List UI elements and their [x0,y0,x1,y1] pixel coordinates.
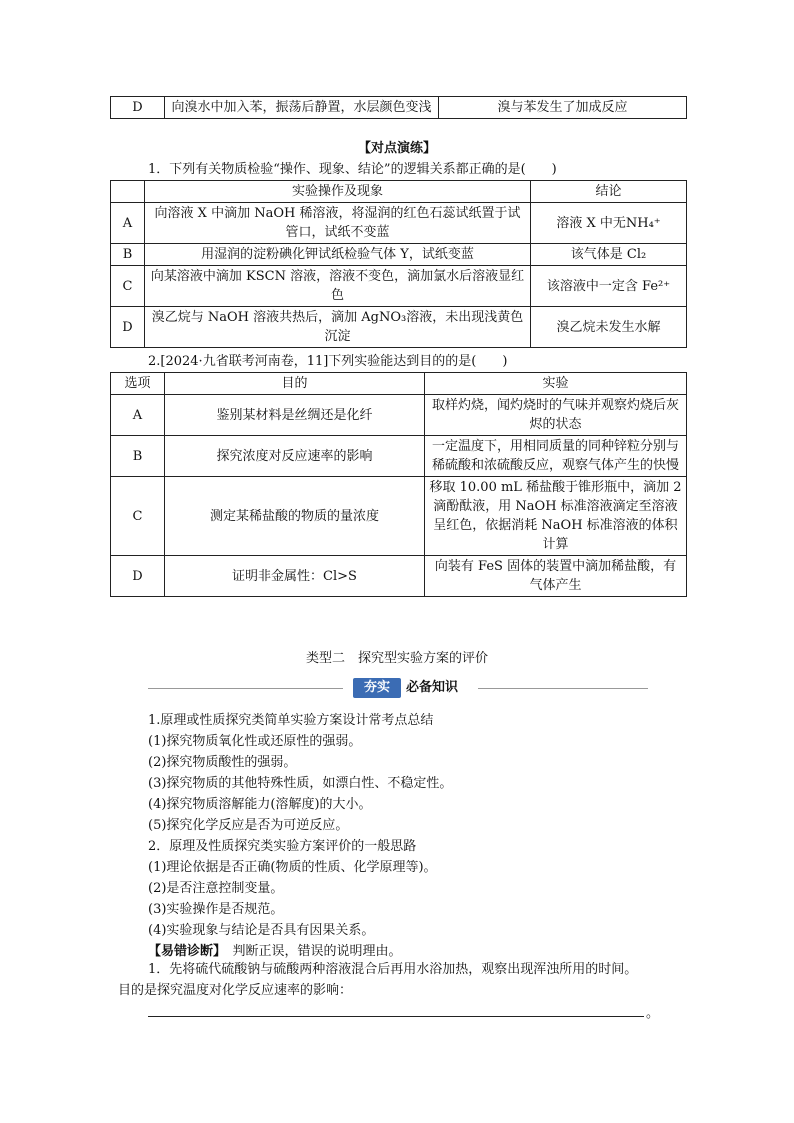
knowledge-list [148,710,708,962]
conclusion-cell: 该溶液中一定含 Fe²⁺ [531,266,687,307]
option-cell: C [111,477,165,556]
banner-label: 必备知识 [406,680,459,695]
diagnosis-item-1-cont: 目的是探究温度对化学反应速率的影响： [118,983,353,998]
diagnosis-line [148,941,708,962]
table-2 [110,372,687,597]
list-item: (2)探究物质酸性的强弱。 [148,755,297,770]
table-header-row [111,373,687,395]
option-cell: D [111,307,145,348]
answer-blank[interactable] [148,1016,644,1017]
operation-cell: 用湿润的淀粉碘化钾试纸检验气体 Y，试纸变蓝 [145,244,531,266]
experiment-cell: 取样灼烧，闻灼烧时的气味并观察灼烧后灰烬的状态 [425,395,687,436]
goal-cell: 测定某稀盐酸的物质的量浓度 [165,477,425,556]
option-cell: D [111,97,165,119]
diagnosis-item-1: 1．先将硫代硫酸钠与硫酸两种溶液混合后再用水浴加热，观察出现浑浊所用的时间。 [148,962,638,977]
list-item: (3)实验操作是否规范。 [148,902,284,917]
table-row [111,556,687,597]
list-heading: 1.原理或性质探究类简单实验方案设计常考点总结 [148,713,434,728]
operation-cell: 向溴水中加入苯，振荡后静置，水层颜色变浅 [165,97,439,119]
option-cell: A [111,395,165,436]
banner-tag: 夯实 [353,678,401,698]
top-table [110,96,687,119]
conclusion-cell: 溴乙烷未发生水解 [531,307,687,348]
list-item: (1)探究物质氧化性或还原性的强弱。 [148,734,362,749]
table-row [111,436,687,477]
experiment-cell: 移取 10.00 mL 稀盐酸于锥形瓶中，滴加 2 滴酚酞液，用 NaOH 标准溶液滴定至溶液呈红色，依据消耗 NaOH 标准溶液的体积计算 [425,477,687,556]
goal-cell: 鉴别某材料是丝绸还是化纤 [165,395,425,436]
diagnosis-instruction: 判断正误，错误的说明理由。 [219,944,402,959]
list-item: (5)探究化学反应是否为可逆反应。 [148,818,349,833]
operation-cell: 溴乙烷与 NaOH 溶液共热后，滴加 AgNO₃溶液，未出现浅黄色沉淀 [145,307,531,348]
table-header-row [111,181,687,203]
table-row [111,266,687,307]
divider [148,688,343,689]
goal-cell: 探究浓度对反应速率的影响 [165,436,425,477]
table-1 [110,180,687,348]
divider [478,688,648,689]
header-cell [111,181,145,203]
table-row [111,395,687,436]
practice-title: 【对点演练】 [357,141,436,156]
experiment-cell: 向装有 FeS 固体的装置中滴加稀盐酸，有气体产生 [425,556,687,597]
table-row [111,477,687,556]
conclusion-cell: 溶液 X 中无NH₄⁺ [531,203,687,244]
conclusion-cell: 该气体是 Cl₂ [531,244,687,266]
diagnosis-label: 【易错诊断】 [148,944,220,959]
question-2: 2.[2024·九省联考河南卷，11]下列实验能达到目的的是( ) [148,354,508,369]
header-cell: 目的 [165,373,425,395]
option-cell: C [111,266,145,307]
experiment-cell: 一定温度下，用相同质量的同种锌粒分别与稀硫酸和浓硫酸反应，观察气体产生的快慢 [425,436,687,477]
question-1: 1．下列有关物质检验“操作、现象、结论”的逻辑关系都正确的是( ) [148,162,557,177]
goal-cell: 证明非金属性：Cl>S [165,556,425,597]
knowledge-banner [148,678,648,698]
option-cell: D [111,556,165,597]
operation-cell: 向某溶液中滴加 KSCN 溶液，溶液不变色，滴加氯水后溶液显红色 [145,266,531,307]
option-cell: B [111,436,165,477]
operation-cell: 向溶液 X 中滴加 NaOH 稀溶液，将湿润的红色石蕊试纸置于试管口，试纸不变蓝 [145,203,531,244]
table-row [111,307,687,348]
table-row [111,97,687,119]
option-cell: A [111,203,145,244]
header-cell: 选项 [111,373,165,395]
list-item: (4)实验现象与结论是否具有因果关系。 [148,923,375,938]
conclusion-cell: 溴与苯发生了加成反应 [439,97,687,119]
list-item: (4)探究物质溶解能力(溶解度)的大小。 [148,797,372,812]
list-item: (1)理论依据是否正确(物质的性质、化学原理等)。 [148,860,437,875]
table-row [111,244,687,266]
header-cell: 实验操作及现象 [145,181,531,203]
option-cell: B [111,244,145,266]
section-title: 类型二 探究型实验方案的评价 [305,651,488,666]
header-cell: 实验 [425,373,687,395]
list-item: (2)是否注意控制变量。 [148,881,284,896]
list-heading: 2．原理及性质探究类实验方案评价的一般思路 [148,839,417,854]
end-mark: 。 [646,1006,660,1021]
table-row [111,203,687,244]
header-cell: 结论 [531,181,687,203]
list-item: (3)探究物质的其他特殊性质，如漂白性、不稳定性。 [148,776,453,791]
